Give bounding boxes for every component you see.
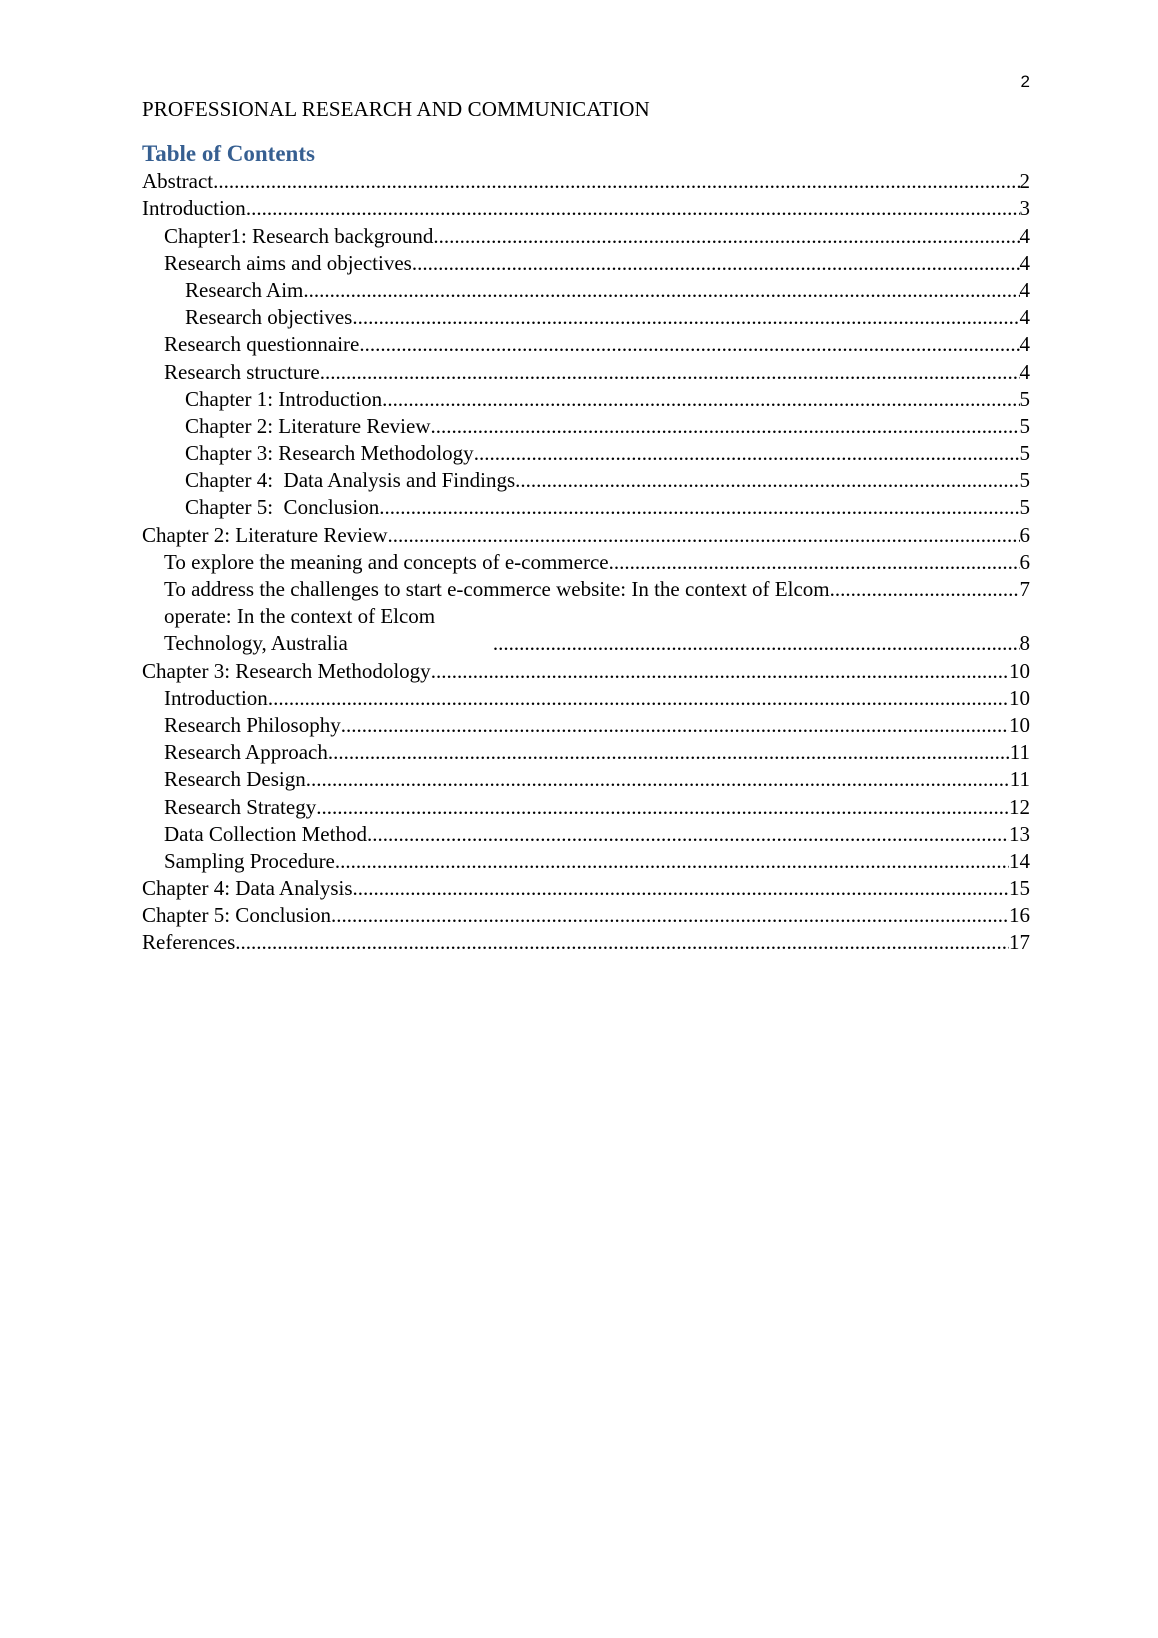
toc-leader-dots (353, 875, 1009, 902)
toc-entry-page: 11 (1009, 740, 1030, 765)
toc-entry[interactable] (142, 467, 1030, 494)
toc-entry[interactable] (142, 222, 1030, 249)
toc-entry-label: Sampling Procedure (164, 848, 335, 873)
toc-entry-page: 5 (1019, 386, 1030, 411)
toc-entry-label: To explore the meaning and concepts of e-commerce (164, 549, 609, 574)
page-number: 2 (1020, 72, 1030, 91)
toc-entry[interactable] (142, 440, 1030, 467)
toc-entry[interactable] (142, 685, 1030, 712)
toc-leader-dots (352, 304, 1019, 331)
toc-entry-page: 10 (1009, 712, 1030, 737)
toc-entry-page: 13 (1009, 821, 1030, 846)
toc-entry[interactable] (142, 766, 1030, 793)
toc-entry-page: 14 (1009, 848, 1030, 873)
toc-leader-dots (379, 494, 1019, 521)
toc-entry[interactable] (142, 413, 1030, 440)
toc-entry-label: Chapter1: Research background (164, 223, 434, 248)
toc-entry-page: 10 (1009, 658, 1030, 683)
toc-entry-label: Chapter 3: Research Methodology (142, 658, 431, 683)
toc-leader-dots (341, 712, 1009, 739)
toc-entry[interactable] (142, 848, 1030, 875)
toc-entry-page: 5 (1019, 441, 1030, 466)
toc-leader-dots (331, 902, 1009, 929)
toc-entry-label: Chapter 5: Conclusion (142, 903, 331, 928)
toc-entry[interactable] (142, 576, 1030, 603)
toc-entry[interactable] (142, 549, 1030, 576)
toc-entry-label: Chapter 5: Conclusion (185, 495, 380, 520)
toc-entry-page: 4 (1019, 250, 1030, 275)
toc-leader-dots (359, 331, 1019, 358)
toc-leader-dots (303, 277, 1019, 304)
toc-entry[interactable] (142, 712, 1030, 739)
toc-entry-label: Research structure (164, 359, 320, 384)
toc-entry-page: 6 (1019, 522, 1030, 547)
toc-leader-dots (213, 168, 1019, 195)
toc-leader-dots (316, 794, 1009, 821)
toc-entry-page: 5 (1019, 468, 1030, 493)
toc-entry-page: 17 (1009, 930, 1030, 955)
toc-entry-label: Research Aim (185, 277, 304, 302)
toc-leader-dots (320, 359, 1020, 386)
table-of-contents (142, 168, 1030, 956)
toc-leader-dots (431, 658, 1009, 685)
toc-entry[interactable] (142, 331, 1030, 358)
toc-leader-dots (335, 848, 1009, 875)
toc-entry-page: 16 (1009, 903, 1030, 928)
toc-entry[interactable] (142, 195, 1030, 222)
toc-entry-page: 11 (1009, 767, 1030, 792)
toc-entry-page: 4 (1019, 332, 1030, 357)
toc-leader-dots (609, 549, 1020, 576)
toc-entry[interactable] (142, 793, 1030, 820)
toc-entry[interactable] (142, 902, 1030, 929)
toc-entry[interactable] (142, 358, 1030, 385)
toc-leader-dots (367, 821, 1009, 848)
toc-entry-page: 5 (1019, 413, 1030, 438)
toc-leader-dots (412, 250, 1020, 277)
toc-entry-page: 4 (1019, 359, 1030, 384)
toc-entry-label: Chapter 2: Literature Review (142, 522, 388, 547)
toc-entry-label: To address the challenges to start e-commerce website: In the context of Elcom (164, 577, 830, 601)
toc-leader-dots (306, 766, 1010, 793)
toc-entry-label: References (142, 930, 236, 955)
toc-leader-dots (246, 195, 1020, 222)
toc-entry-page: 6 (1019, 549, 1030, 574)
toc-entry-label: Abstract (142, 169, 214, 194)
toc-leader-dots (268, 685, 1009, 712)
toc-entry-page: 10 (1009, 685, 1030, 710)
toc-leader-dots (474, 440, 1020, 467)
toc-entry-label: Chapter 4: Data Analysis and Findings (185, 468, 516, 493)
toc-entry-page: 3 (1019, 196, 1030, 221)
toc-entry-label: Chapter 1: Introduction (185, 386, 383, 411)
toc-entry-page: 8 (1019, 631, 1030, 656)
toc-leader-dots (433, 223, 1019, 250)
toc-entry[interactable] (142, 494, 1030, 521)
toc-entry-page: 4 (1019, 305, 1030, 330)
toc-entry[interactable] (142, 929, 1030, 956)
toc-entry-label: Research objectives (185, 305, 353, 330)
toc-entry-label: Chapter 2: Literature Review (185, 413, 431, 438)
toc-entry-label: Introduction (164, 685, 268, 710)
toc-entry-label: Research Philosophy (164, 712, 341, 737)
toc-leader-dots (493, 630, 1020, 657)
running-head: PROFESSIONAL RESEARCH AND COMMUNICATION (142, 97, 650, 121)
toc-entry-label: Research aims and objectives (164, 250, 412, 275)
toc-leader-dots (235, 929, 1009, 956)
toc-leader-dots (388, 522, 1020, 549)
toc-leader-dots (830, 576, 1020, 603)
toc-leader-dots (382, 386, 1019, 413)
toc-entry-page: 4 (1019, 223, 1030, 248)
toc-entry-page: 4 (1019, 277, 1030, 302)
toc-leader-dots (515, 467, 1019, 494)
toc-entry-label: Chapter 4: Data Analysis (142, 876, 353, 901)
toc-title: Table of Contents (142, 141, 315, 166)
toc-entry-page: 2 (1019, 169, 1030, 194)
toc-entry[interactable] (142, 250, 1030, 277)
toc-entry[interactable] (142, 821, 1030, 848)
toc-entry-label: Introduction (142, 196, 246, 221)
toc-entry[interactable] (142, 875, 1030, 902)
toc-entry-label: Research Design (164, 767, 306, 792)
toc-entry[interactable] (142, 304, 1030, 331)
toc-entry-page: 15 (1009, 876, 1030, 901)
toc-entry[interactable] (142, 739, 1030, 766)
toc-entry-label: Chapter 3: Research Methodology (185, 441, 474, 466)
toc-entry-page: 5 (1019, 495, 1030, 520)
toc-entry-label: Research questionnaire (164, 332, 360, 357)
toc-entry[interactable] (142, 603, 1030, 657)
toc-entry[interactable] (142, 657, 1030, 684)
toc-leader-dots (431, 413, 1020, 440)
toc-entry-label: Research Approach (164, 740, 328, 765)
toc-entry-label: operate: In the context of Elcom Technology, Australia (164, 604, 436, 656)
toc-entry-label: Research Strategy (164, 794, 317, 819)
toc-entry-page: 7 (1019, 577, 1030, 601)
toc-entry[interactable] (142, 277, 1030, 304)
toc-entry[interactable] (142, 386, 1030, 413)
toc-entry-page: 12 (1009, 794, 1030, 819)
toc-leader-dots (328, 739, 1010, 766)
toc-entry[interactable] (142, 168, 1030, 195)
toc-entry-label: Data Collection Method (164, 821, 367, 846)
toc-entry[interactable] (142, 521, 1030, 548)
